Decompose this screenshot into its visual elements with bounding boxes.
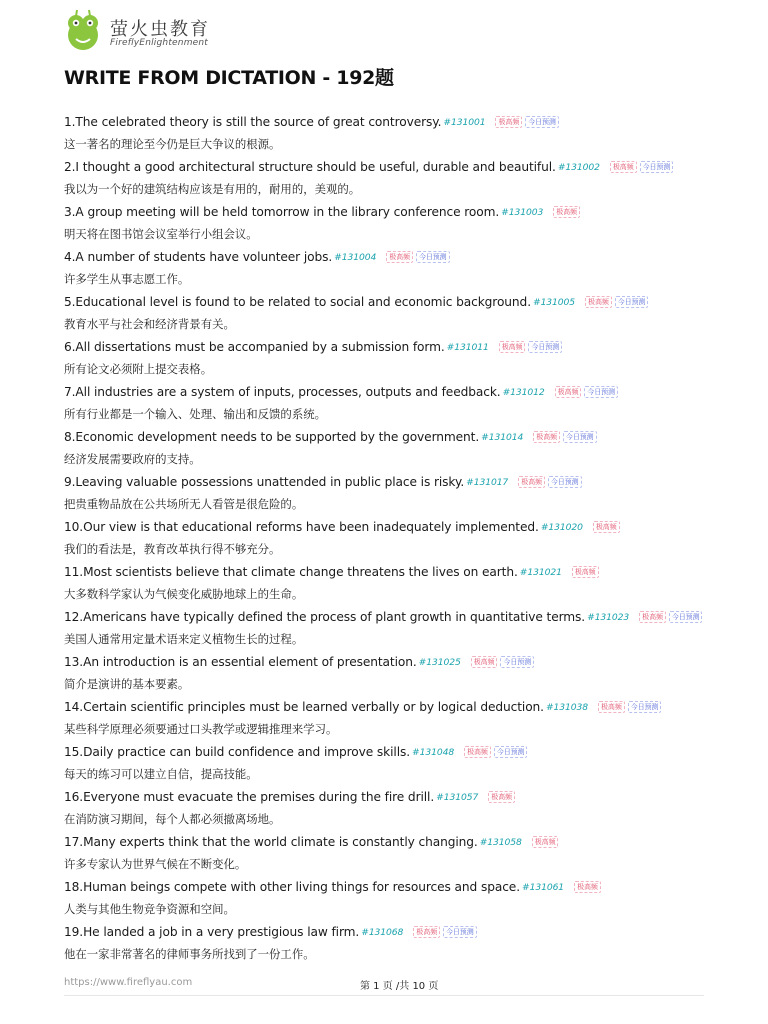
today-prediction-badge: 今日预测 — [500, 656, 534, 668]
sentence-text: 18.Human beings compete with other living things for resources and space. — [64, 880, 520, 894]
question-id-link[interactable]: #131012 — [502, 386, 545, 398]
sentence-text: 13.An introduction is an essential element of presentation. — [64, 655, 417, 669]
question-id-link[interactable]: #131001 — [443, 116, 486, 128]
page-counter: 第 1 页 /共 10 页 — [360, 981, 439, 992]
chinese-translation: 我们的看法是，教育改革执行得不够充分。 — [64, 542, 281, 556]
high-frequency-badge: 极高频 — [585, 296, 612, 308]
high-frequency-badge: 极高频 — [593, 521, 620, 533]
sentence-text: 11.Most scientists believe that climate change threatens the lives on earth. — [64, 565, 518, 579]
sentence-list — [64, 111, 724, 966]
english-sentence — [64, 696, 724, 718]
high-frequency-badge: 极高频 — [499, 341, 526, 353]
question-id-link[interactable]: #131025 — [418, 656, 461, 668]
today-prediction-badge: 今日预测 — [669, 611, 703, 623]
list-item — [64, 741, 724, 786]
question-id-link[interactable]: #131004 — [334, 251, 377, 263]
high-frequency-badge: 极高频 — [553, 206, 580, 218]
high-frequency-badge: 极高频 — [533, 431, 560, 443]
high-frequency-badge: 极高频 — [413, 926, 440, 938]
high-frequency-badge: 极高频 — [532, 836, 559, 848]
english-sentence — [64, 246, 724, 268]
question-id-link[interactable]: #131061 — [521, 881, 565, 893]
today-prediction-badge: 今日预测 — [615, 296, 649, 308]
chinese-translation: 教育水平与社会和经济背景有关。 — [64, 317, 235, 331]
chinese-translation: 所有论文必须附上提交表格。 — [64, 362, 213, 376]
list-item — [64, 606, 724, 651]
chinese-translation: 他在一家非常著名的律师事务所找到了一份工作。 — [64, 947, 315, 961]
question-id-link[interactable]: #131048 — [412, 746, 455, 758]
question-id-link[interactable]: #131068 — [361, 926, 404, 938]
list-item — [64, 336, 724, 381]
brand-name-en: FireflyEnlightenment — [110, 38, 209, 48]
chinese-translation: 某些科学原理必须要通过口头教学或逻辑推理来学习。 — [64, 722, 338, 736]
sentence-text: 5.Educational level is found to be related to social and economic background. — [64, 295, 531, 309]
question-id-link[interactable]: #131057 — [436, 791, 479, 803]
list-item — [64, 381, 724, 426]
question-id-link[interactable]: #131003 — [501, 206, 544, 218]
english-sentence — [64, 921, 724, 943]
list-item — [64, 786, 724, 831]
today-prediction-badge: 今日预测 — [640, 161, 674, 173]
chinese-translation: 每天的练习可以建立自信，提高技能。 — [64, 767, 258, 781]
sentence-text: 6.All dissertations must be accompanied by a submission form. — [64, 340, 445, 354]
high-frequency-badge: 极高频 — [572, 566, 599, 578]
question-id-link[interactable]: #131005 — [532, 296, 576, 308]
chinese-translation: 简介是演讲的基本要素。 — [64, 677, 190, 691]
sentence-text: 2.I thought a good architectural structure should be useful, durable and beautiful. — [64, 160, 556, 174]
chinese-translation: 许多专家认为世界气候在不断变化。 — [64, 857, 247, 871]
today-prediction-badge: 今日预测 — [548, 476, 582, 488]
high-frequency-badge: 极高频 — [598, 701, 625, 713]
high-frequency-badge: 极高频 — [471, 656, 498, 668]
question-id-link[interactable]: #131014 — [481, 431, 524, 443]
list-item — [64, 291, 724, 336]
chinese-translation: 美国人通常用定量术语来定义植物生长的过程。 — [64, 632, 304, 646]
chinese-translation: 在消防演习期间，每个人都必须撤离场地。 — [64, 812, 281, 826]
high-frequency-badge: 极高频 — [574, 881, 601, 893]
english-sentence — [64, 651, 724, 673]
english-sentence — [64, 336, 724, 358]
english-sentence — [64, 471, 724, 493]
list-item — [64, 156, 724, 201]
footer-website-link[interactable]: https://www.fireflyau.com — [64, 977, 193, 988]
english-sentence — [64, 561, 724, 583]
today-prediction-badge: 今日预测 — [563, 431, 597, 443]
high-frequency-badge: 极高频 — [464, 746, 491, 758]
chinese-translation: 经济发展需要政府的支持。 — [64, 452, 201, 466]
high-frequency-badge: 极高频 — [610, 161, 637, 173]
high-frequency-badge: 极高频 — [555, 386, 582, 398]
english-sentence — [64, 111, 724, 133]
english-sentence — [64, 741, 724, 763]
sentence-text: 10.Our view is that educational reforms have been inadequately implemented. — [64, 520, 539, 534]
today-prediction-badge: 今日预测 — [628, 701, 662, 713]
english-sentence — [64, 876, 724, 898]
list-item — [64, 111, 724, 156]
sentence-text: 1.The celebrated theory is still the source of great controversy. — [64, 115, 442, 129]
chinese-translation: 人类与其他生物竞争资源和空间。 — [64, 902, 235, 916]
today-prediction-badge: 今日预测 — [494, 746, 528, 758]
today-prediction-badge: 今日预测 — [443, 926, 477, 938]
chinese-translation: 所有行业都是一个输入、处理、输出和反馈的系统。 — [64, 407, 326, 421]
chinese-translation: 把贵重物品放在公共场所无人看管是很危险的。 — [64, 497, 304, 511]
sentence-text: 19.He landed a job in a very prestigious law firm. — [64, 925, 360, 939]
high-frequency-badge: 极高频 — [495, 116, 522, 128]
sentence-text: 3.A group meeting will be held tomorrow in the library conference room. — [64, 205, 500, 219]
sentence-text: 8.Economic development needs to be supported by the government. — [64, 430, 480, 444]
chinese-translation: 明天将在图书馆会议室举行小组会议。 — [64, 227, 258, 241]
list-item — [64, 561, 724, 606]
brand-name-cn: 萤火虫教育 — [110, 19, 210, 40]
english-sentence — [64, 786, 724, 808]
chinese-translation: 这一著名的理论至今仍是巨大争议的根源。 — [64, 137, 281, 151]
brand-logo[interactable] — [62, 6, 222, 52]
question-id-link[interactable]: #131017 — [466, 476, 509, 488]
english-sentence — [64, 426, 724, 448]
english-sentence — [64, 606, 724, 628]
english-sentence — [64, 381, 724, 403]
question-id-link[interactable]: #131021 — [519, 566, 562, 578]
list-item — [64, 471, 724, 516]
list-item — [64, 201, 724, 246]
sentence-text: 15.Daily practice can build confidence and improve skills. — [64, 745, 411, 759]
question-id-link[interactable]: #131011 — [446, 341, 489, 353]
sentence-text: 12.Americans have typically defined the process of plant growth in quantitative terms. — [64, 610, 586, 624]
english-sentence — [64, 201, 724, 223]
sentence-text: 16.Everyone must evacuate the premises during the fire drill. — [64, 790, 435, 804]
high-frequency-badge: 极高频 — [518, 476, 545, 488]
list-item — [64, 426, 724, 471]
list-item — [64, 651, 724, 696]
question-id-link[interactable]: #131058 — [479, 836, 522, 848]
english-sentence — [64, 831, 724, 853]
english-sentence — [64, 516, 724, 538]
today-prediction-badge: 今日预测 — [528, 341, 562, 353]
question-id-link[interactable]: #131038 — [545, 701, 589, 713]
high-frequency-badge: 极高频 — [639, 611, 666, 623]
high-frequency-badge: 极高频 — [386, 251, 413, 263]
footer-divider — [64, 995, 704, 996]
firefly-icon — [62, 8, 104, 52]
english-sentence — [64, 156, 724, 178]
list-item — [64, 876, 724, 921]
list-item — [64, 696, 724, 741]
list-item — [64, 921, 724, 966]
today-prediction-badge: 今日预测 — [416, 251, 450, 263]
list-item — [64, 516, 724, 561]
chinese-translation: 大多数科学家认为气候变化威胁地球上的生命。 — [64, 587, 304, 601]
question-id-link[interactable]: #131020 — [540, 521, 583, 533]
chinese-translation: 许多学生从事志愿工作。 — [64, 272, 190, 286]
sentence-text: 7.All industries are a system of inputs, processes, outputs and feedback. — [64, 385, 501, 399]
list-item — [64, 831, 724, 876]
today-prediction-badge: 今日预测 — [525, 116, 559, 128]
today-prediction-badge: 今日预测 — [584, 386, 618, 398]
sentence-text: 4.A number of students have volunteer jobs. — [64, 250, 333, 264]
sentence-text: 17.Many experts think that the world climate is constantly changing. — [64, 835, 478, 849]
chinese-translation: 我以为一个好的建筑结构应该是有用的，耐用的，美观的。 — [64, 182, 361, 196]
list-item — [64, 246, 724, 291]
sentence-text: 9.Leaving valuable possessions unattended in public place is risky. — [64, 475, 465, 489]
sentence-text: 14.Certain scientific principles must be learned verbally or by logical deduction. — [64, 700, 544, 714]
question-id-link[interactable]: #131002 — [557, 161, 600, 173]
page-title: WRITE FROM DICTATION - 192题 — [64, 67, 394, 89]
high-frequency-badge: 极高频 — [488, 791, 515, 803]
english-sentence — [64, 291, 724, 313]
question-id-link[interactable]: #131023 — [587, 611, 630, 623]
